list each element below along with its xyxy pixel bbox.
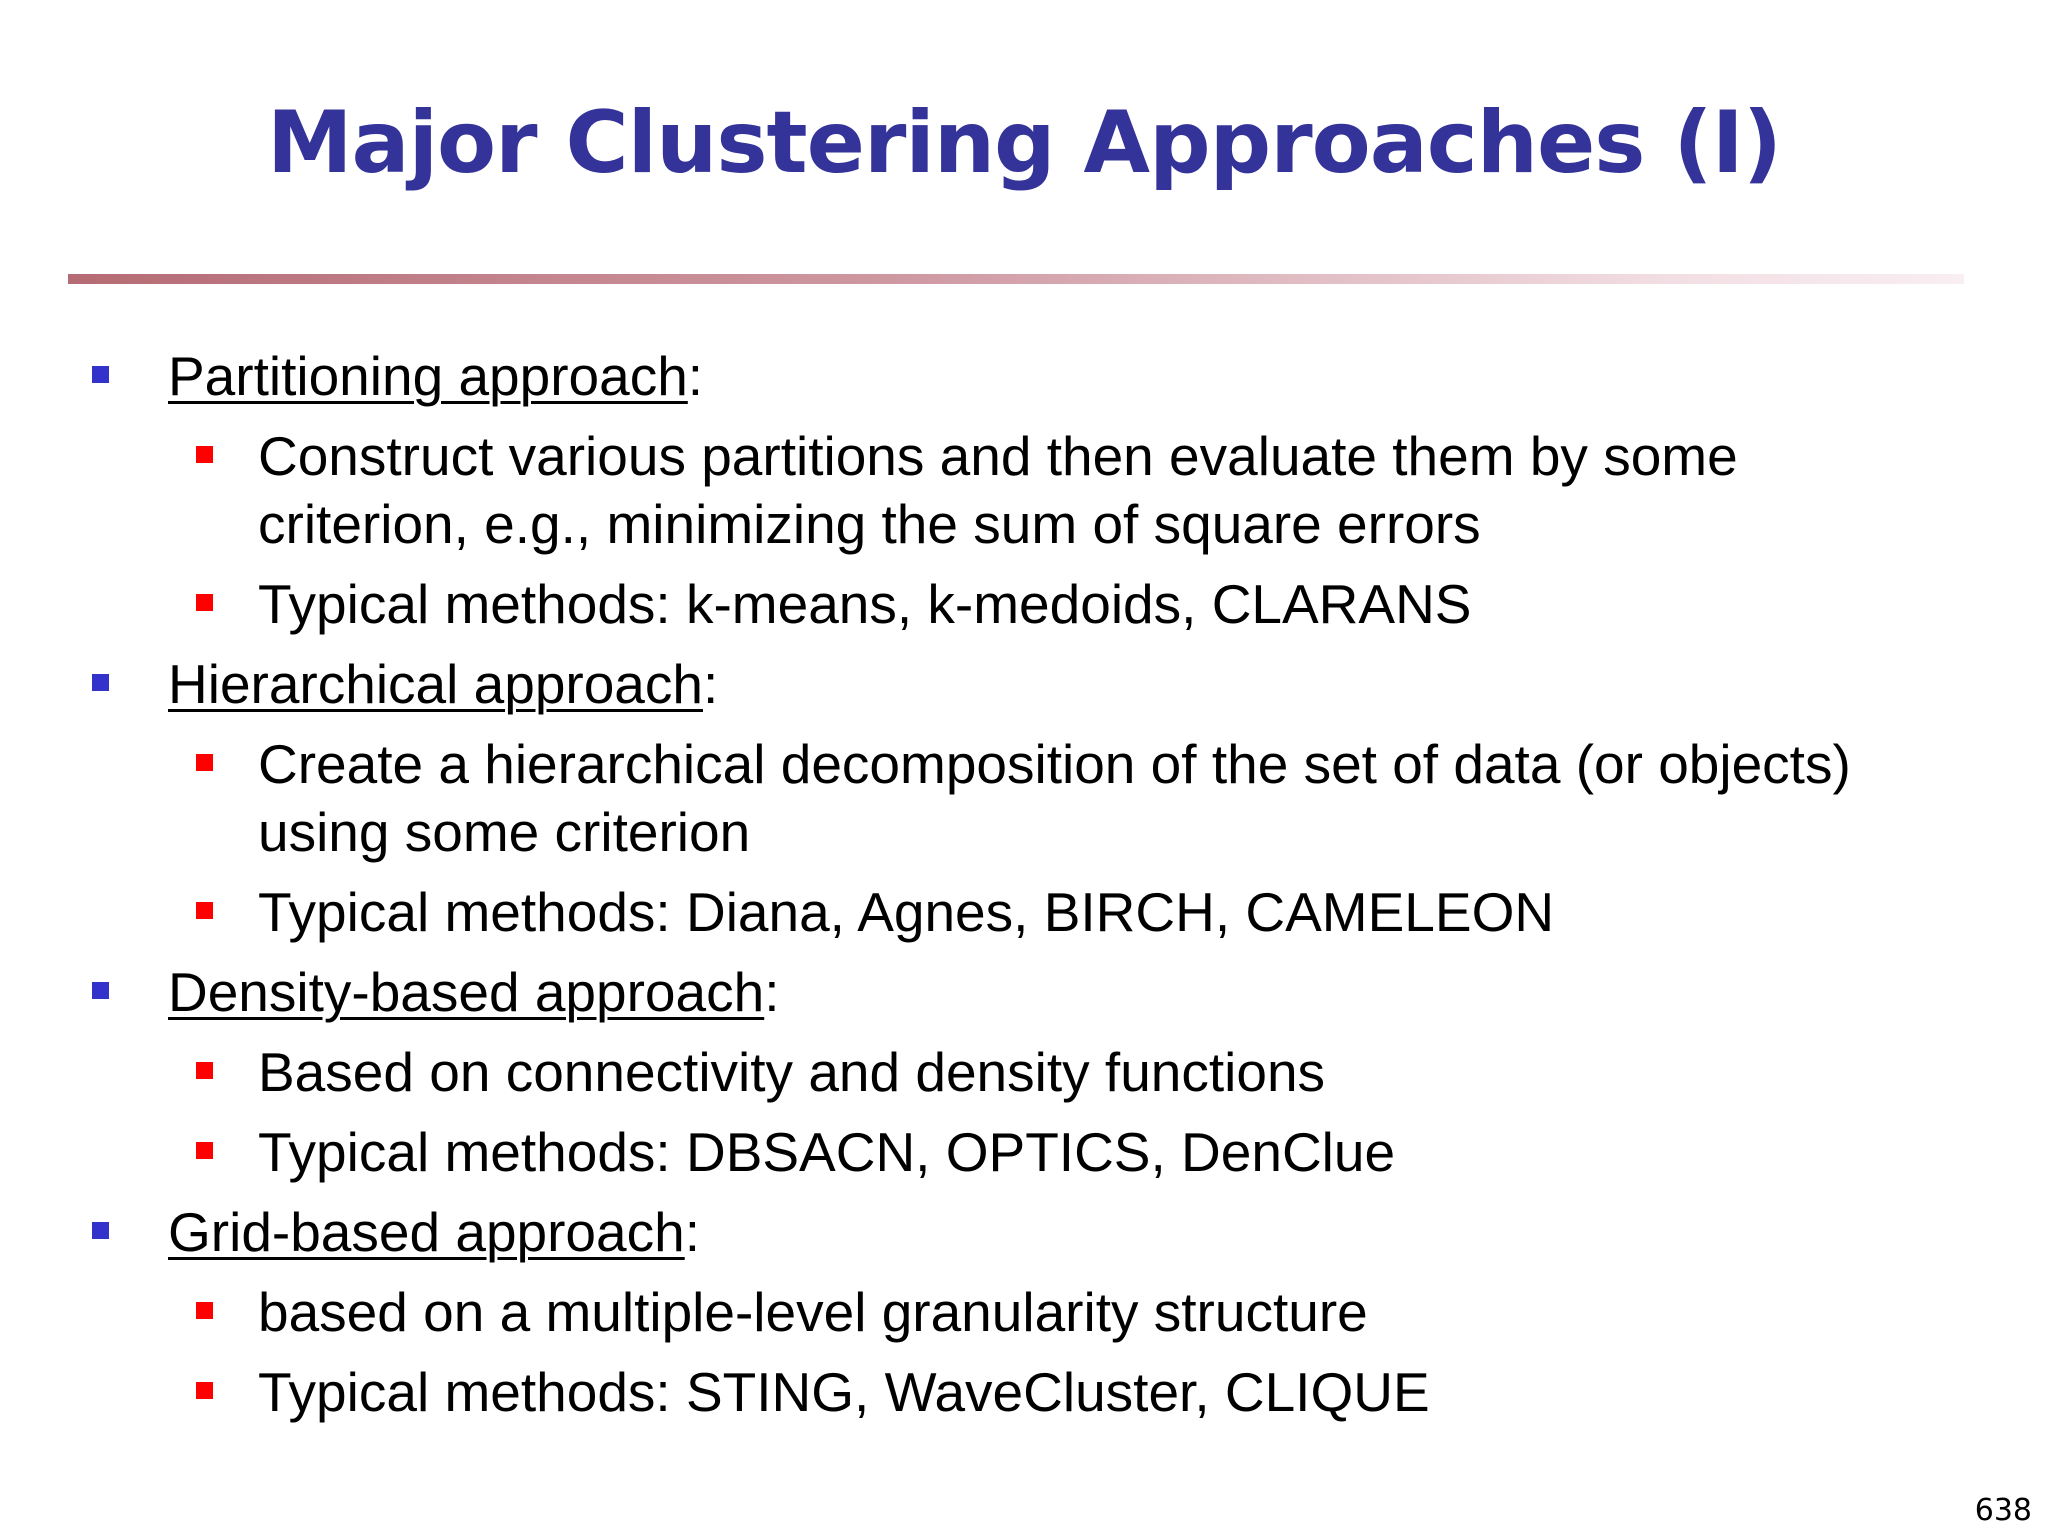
section-heading: Partitioning approach: bbox=[168, 345, 704, 407]
level1-bullet-icon bbox=[92, 982, 109, 999]
level1-bullet-icon bbox=[92, 366, 109, 383]
level2-bullet-icon bbox=[196, 754, 213, 771]
list-item-text: Typical methods: STING, WaveCluster, CLIQUE bbox=[258, 1361, 1430, 1423]
section-heading: Grid-based approach: bbox=[168, 1201, 700, 1263]
level2-bullet-icon bbox=[196, 594, 213, 611]
list-item-text: Create a hierarchical decomposition of the set of data (or objects) bbox=[258, 733, 1851, 795]
list-item-text: Construct various partitions and then evaluate them by some bbox=[258, 425, 1738, 487]
level2-bullet-icon bbox=[196, 1142, 213, 1159]
section-heading: Density-based approach: bbox=[168, 961, 780, 1023]
level2-bullet-icon bbox=[196, 1382, 213, 1399]
list-item-text: Typical methods: k-means, k-medoids, CLARANS bbox=[258, 573, 1472, 635]
list-item-text: criterion, e.g., minimizing the sum of square errors bbox=[258, 493, 1481, 555]
level1-bullet-icon bbox=[92, 674, 109, 691]
slide-title: Major Clustering Approaches (I) bbox=[266, 93, 1782, 193]
list-item-text: based on a multiple-level granularity structure bbox=[258, 1281, 1368, 1343]
level2-bullet-icon bbox=[196, 446, 213, 463]
level2-bullet-icon bbox=[196, 902, 213, 919]
level1-bullet-icon bbox=[92, 1222, 109, 1239]
level2-bullet-icon bbox=[196, 1302, 213, 1319]
list-item-text: Typical methods: DBSACN, OPTICS, DenClue bbox=[258, 1121, 1396, 1183]
page-number: 638 bbox=[1974, 1493, 2032, 1528]
section-heading: Hierarchical approach: bbox=[168, 653, 719, 715]
list-item-text: Based on connectivity and density functions bbox=[258, 1041, 1326, 1103]
list-item-text: Typical methods: Diana, Agnes, BIRCH, CAMELEON bbox=[258, 881, 1555, 943]
level2-bullet-icon bbox=[196, 1062, 213, 1079]
list-item-text: using some criterion bbox=[258, 801, 751, 863]
